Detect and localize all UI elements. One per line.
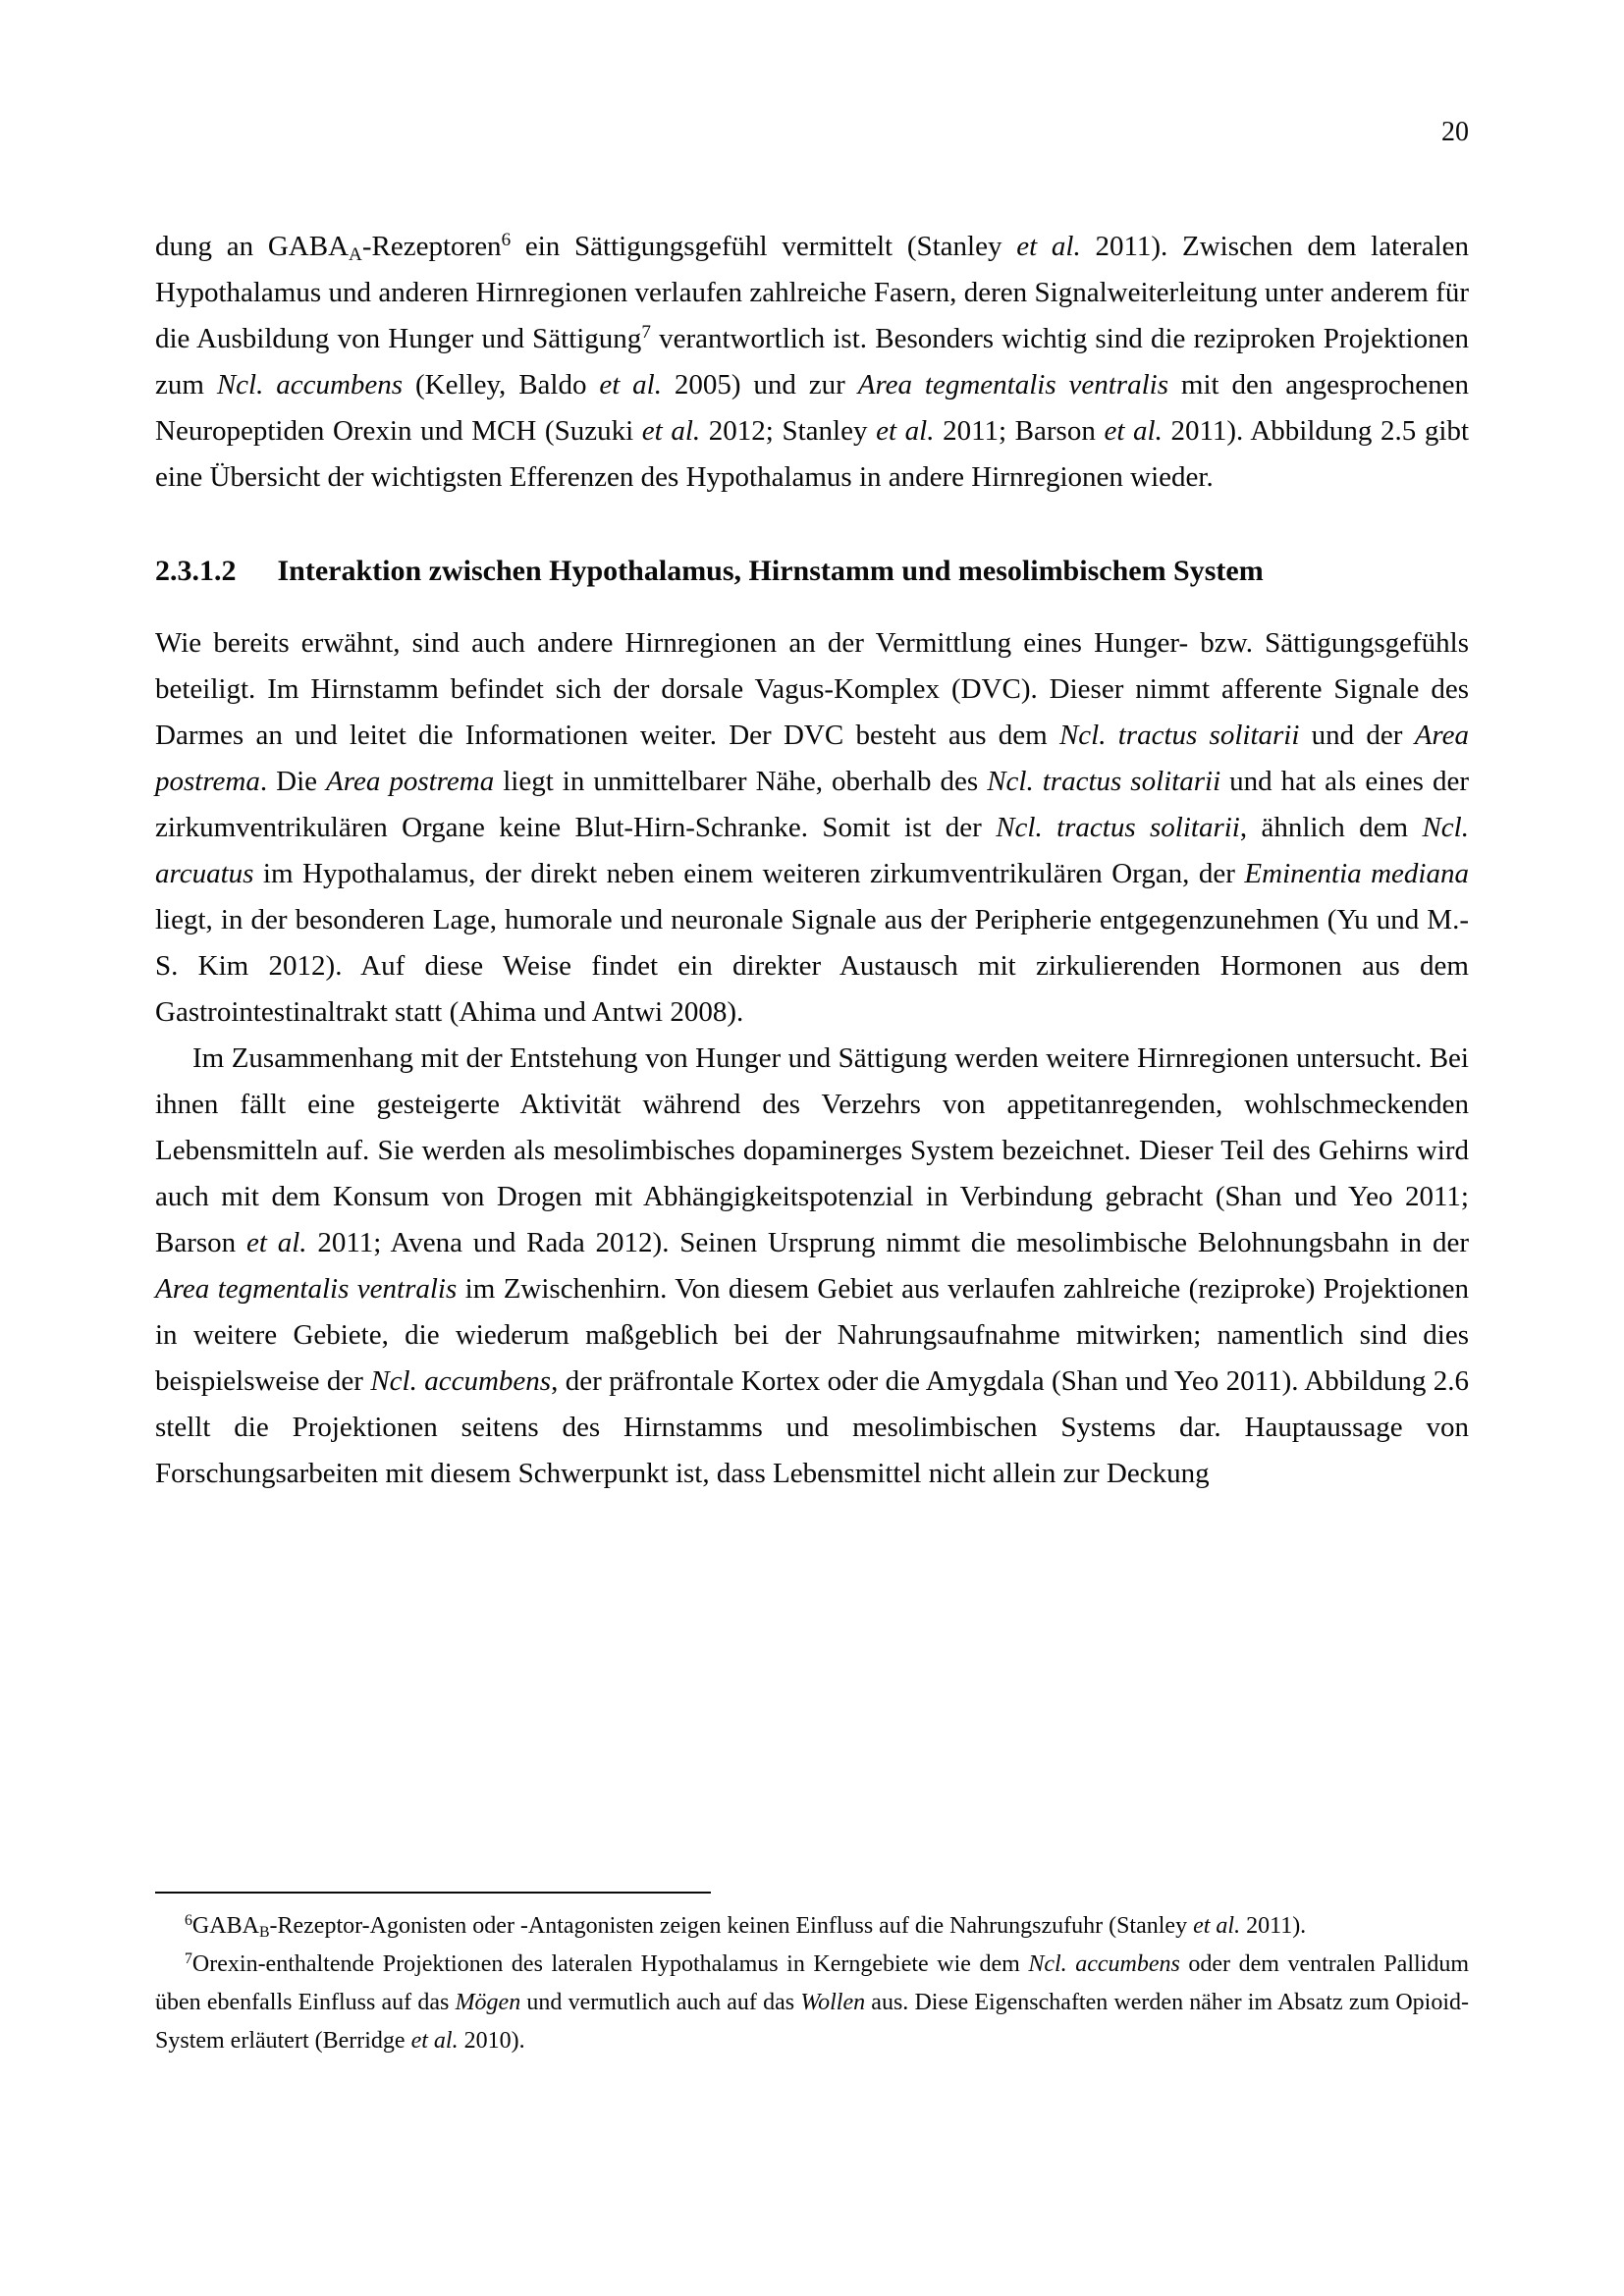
paragraph-continuation: dung an $GABA_A-Rezeptoren^6$ ein Sättigungsgefühl vermittelt (Stanley et al. 2011). Zwischen dem lateralen Hypothalamus und anderen Hirnregionen verlaufen zahlreiche Fasern, deren Signalweiterleitung unter anderem für die Ausbildung von Hunger und Sättigung$^7$ verantwortlich ist. Besonders wichtig sind die reziproken Projektionen zum Ncl. accumbens (Kelley, Baldo et al. 2005) und zur Area tegmentalis ventralis mit den angesprochenen Neuropeptiden Orexin und MCH (Suzuki et al. 2012; Stanley et al. 2011; Barson et al. 2011). Abbildung 2.5 gibt eine Übersicht der wichtigsten Efferenzen des Hypothalamus in andere Hirnregionen wieder. xyxy=(155,230,1470,493)
page-number: 20 xyxy=(1441,117,1469,147)
page-body xyxy=(155,224,1469,1497)
section-heading xyxy=(155,548,1469,595)
footnote-area xyxy=(155,1892,1469,2060)
footnote-rule xyxy=(155,1892,711,1894)
footnote-7: $^7$Orexin-enthaltende Projektionen des lateralen Hypothalamus in Kerngebiete wie dem Ncl. accumbens oder dem ventralen Pallidum üben ebenfalls Einfluss auf das Mögen und vermutlich auch auf das Wollen aus. Diese Eigenschaften werden näher im Absatz zum Opioid-System erläutert (Berridge et al. 2010). xyxy=(155,1950,1469,2054)
section-title: Interaktion zwischen Hypothalamus, Hirnstamm und mesolimbischem System xyxy=(277,555,1264,587)
paragraph-brainstem: Wie bereits erwähnt, sind auch andere Hirnregionen an der Vermittlung eines Hunger- bzw. Sättigungsgefühls beteiligt. Im Hirnstamm befindet sich der dorsale Vagus-Komplex (DVC). Dieser nimmt afferente Signale des Darmes an und leitet die Informationen weiter. Der DVC besteht aus dem Ncl. tractus solitarii und der Area postrema. Die Area postrema liegt in unmittelbarer Nähe, oberhalb des Ncl. tractus solitarii und hat als eines der zirkumventrikulären Organe keine Blut-Hirn-Schranke. Somit ist der Ncl. tractus solitarii, ähnlich dem Ncl. arcuatus im Hypothalamus, der direkt neben einem weiteren zirkumventrikulären Organ, der Eminentia mediana liegt, in der besonderen Lage, humorale und neuronale Signale aus der Peripherie entgegenzunehmen (Yu und M.-S. Kim 2012). Auf diese Weise findet ein direkter Austausch mit zirkulierenden Hormonen aus dem Gastrointestinaltrakt statt (Ahima und Antwi 2008). xyxy=(155,627,1469,1028)
section-number: 2.3.1.2 xyxy=(155,555,237,587)
footnote-6: $^6GABA_B-Rezeptor$-Agonisten oder -Antagonisten zeigen keinen Einfluss auf die Nahrungszufuhr (Stanley et al. 2011). xyxy=(185,1912,1307,1941)
paragraph-mesolimbic: Im Zusammenhang mit der Entstehung von Hunger und Sättigung werden weitere Hirnregionen untersucht. Bei ihnen fällt eine gesteigerte Aktivität während des Verzehrs von appetitanregenden, wohlschmeckenden Lebensmitteln auf. Sie werden als mesolimbisches dopaminerges System bezeichnet. Dieser Teil des Gehirns wird auch mit dem Konsum von Drogen mit Abhängigkeitspotenzial in Verbindung gebracht (Shan und Yeo 2011; Barson et al. 2011; Avena und Rada 2012). Seinen Ursprung nimmt die mesolimbische Belohnungsbahn in der Area tegmentalis ventralis im Zwischenhirn. Von diesem Gebiet aus verlaufen zahlreiche (reziproke) Projektionen in weitere Gebiete, die wiederum maßgeblich bei der Nahrungsaufnahme mitwirken; namentlich sind dies beispielsweise der Ncl. accumbens, der präfrontale Kortex oder die Amygdala (Shan und Yeo 2011). Abbildung 2.6 stellt die Projektionen seitens des Hirnstamms und mesolimbischen Systems dar. Hauptaussage von Forschungsarbeiten mit diesem Schwerpunkt ist, dass Lebensmittel nicht allein zur Deckung xyxy=(155,1042,1469,1489)
